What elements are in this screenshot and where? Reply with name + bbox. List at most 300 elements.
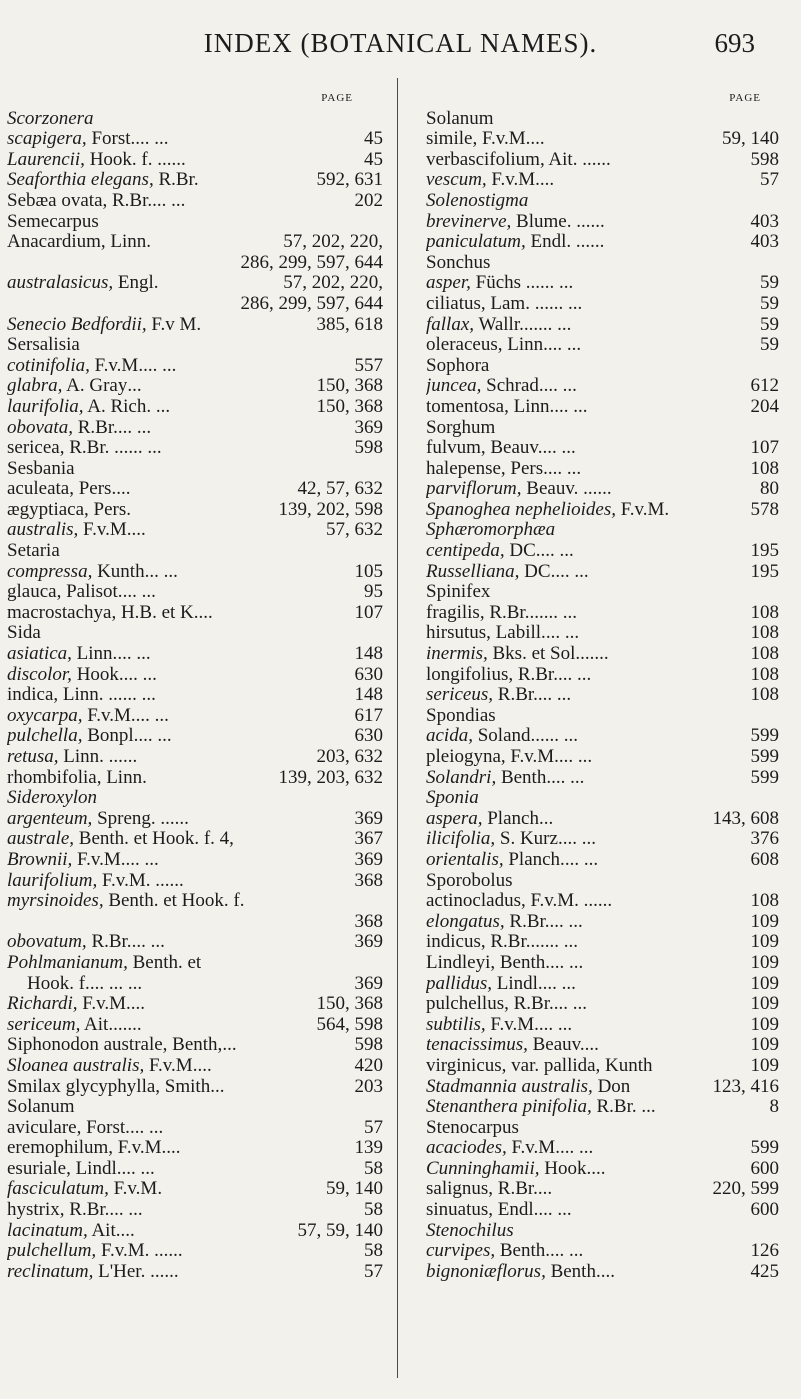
taxon-name: pleiogyna, F.v.M. bbox=[426, 747, 559, 767]
entry-name bbox=[7, 932, 132, 953]
index-entry bbox=[426, 623, 779, 644]
index-entry bbox=[426, 809, 779, 830]
authority: R.Br. bbox=[504, 911, 550, 932]
index-entry bbox=[426, 644, 779, 665]
page-refs: 108 bbox=[750, 890, 779, 912]
page-refs: 369 bbox=[354, 972, 383, 994]
leader-dots bbox=[669, 500, 750, 521]
authority: Benth. et bbox=[127, 952, 202, 973]
page-refs: 600 bbox=[750, 1157, 779, 1179]
leader-dots: ... ... bbox=[538, 1200, 572, 1221]
index-entry bbox=[426, 170, 779, 191]
leader-dots: ... ... bbox=[544, 932, 579, 953]
entry-name bbox=[7, 994, 131, 1015]
entry-name bbox=[426, 932, 545, 953]
entry-name bbox=[7, 582, 123, 603]
page-refs: 557 bbox=[354, 354, 383, 376]
authority: R.Br. bbox=[86, 932, 132, 953]
index-entry bbox=[426, 500, 779, 521]
entry-name bbox=[7, 1015, 127, 1036]
page-refs: 617 bbox=[354, 704, 383, 726]
entry-name bbox=[426, 1262, 601, 1283]
authority: F.v M. bbox=[146, 314, 202, 335]
authority: R.Br. bbox=[72, 417, 118, 438]
index-entry bbox=[7, 1138, 383, 1159]
page-refs: 220, 599 bbox=[712, 1178, 779, 1200]
leader-dots bbox=[159, 273, 284, 294]
page-refs: 403 bbox=[750, 231, 779, 253]
taxon-name: halepense, Pers. bbox=[426, 458, 548, 479]
taxon-name: Spanoghea nephelioides, bbox=[426, 499, 616, 520]
index-entry bbox=[7, 273, 383, 294]
authority: F.v.M. bbox=[77, 994, 131, 1015]
taxon-name: esuriale, Lindl. bbox=[7, 1158, 122, 1179]
page-refs: 109 bbox=[750, 1054, 779, 1076]
entry-name bbox=[426, 1159, 591, 1180]
index-entries-right bbox=[426, 109, 779, 1283]
authority: Hook. f. ... bbox=[84, 149, 172, 170]
leader-dots: ... ... bbox=[553, 994, 587, 1015]
leader-dots: ... bbox=[591, 1158, 606, 1179]
index-entry bbox=[426, 603, 779, 624]
taxon-name: australe, bbox=[7, 829, 75, 850]
leader-dots: ... bbox=[590, 232, 605, 253]
taxon-name: ægyptiaca, Pers. bbox=[7, 499, 132, 520]
leader-dots: ... bbox=[597, 891, 613, 912]
leader-dots: ... ... bbox=[131, 932, 165, 953]
genus-heading: Sorghum bbox=[426, 416, 496, 438]
page-refs: 80 bbox=[760, 478, 779, 500]
leader-dots bbox=[201, 315, 316, 336]
taxon-name: curvipes, bbox=[426, 1241, 496, 1262]
index-entry bbox=[7, 1056, 383, 1077]
page-refs: 59, 140 bbox=[326, 1178, 383, 1200]
taxon-name: tenacissimus, bbox=[426, 1035, 528, 1056]
page-refs: 109 bbox=[750, 1013, 779, 1035]
taxon-name: laurifolium, bbox=[7, 870, 98, 891]
index-entry bbox=[426, 1262, 779, 1283]
page-refs: 109 bbox=[750, 972, 779, 994]
authority: R.Br. bbox=[493, 685, 538, 706]
index-entry bbox=[426, 1200, 779, 1221]
index-entry bbox=[7, 1241, 383, 1262]
page-refs: 598 bbox=[750, 148, 779, 170]
index-entry bbox=[7, 1159, 383, 1180]
page-refs: 369 bbox=[354, 848, 383, 870]
page-refs: 109 bbox=[750, 910, 779, 932]
entry-name bbox=[426, 1015, 539, 1036]
index-column-right bbox=[426, 88, 779, 1282]
taxon-name: verbascifolium, Ait. ... bbox=[426, 149, 597, 170]
index-entry bbox=[7, 1179, 383, 1200]
genus-heading: Spinifex bbox=[426, 581, 491, 603]
entry-name bbox=[7, 1138, 166, 1159]
page-refs: 57, 202, 220, bbox=[283, 272, 383, 294]
taxon-name: actinocladus, F.v.M. ... bbox=[426, 891, 598, 912]
taxon-name: orientalis, bbox=[426, 849, 504, 870]
leader-dots: ... bbox=[127, 1014, 142, 1035]
index-entry bbox=[426, 1159, 779, 1180]
page-refs: 369 bbox=[354, 807, 383, 829]
page-refs: 45 bbox=[364, 148, 383, 170]
authority: Linn. bbox=[71, 644, 118, 665]
page-refs: 150, 368 bbox=[316, 395, 383, 417]
authority: DC. bbox=[504, 541, 541, 562]
taxon-name: elongatus, bbox=[426, 911, 505, 932]
leader-dots: ... ... bbox=[117, 417, 152, 438]
index-entry bbox=[7, 1015, 383, 1036]
page-refs: 598 bbox=[354, 1034, 383, 1056]
entry-name bbox=[426, 479, 597, 500]
entry-name bbox=[426, 644, 594, 665]
taxon-name: vescum, bbox=[426, 170, 487, 191]
entry-name bbox=[7, 520, 132, 541]
page-refs: 59 bbox=[760, 334, 779, 356]
page-refs: 376 bbox=[750, 828, 779, 850]
leader-dots bbox=[170, 397, 316, 418]
taxon-name: longifolius, R.Br. bbox=[426, 664, 558, 685]
page-refs: 109 bbox=[750, 993, 779, 1015]
index-entry bbox=[426, 1035, 779, 1056]
leader-dots: ... ... bbox=[559, 1138, 594, 1159]
page-refs: 108 bbox=[750, 457, 779, 479]
leader-dots: ... ... bbox=[562, 829, 596, 850]
entry-name bbox=[7, 665, 124, 686]
index-entry bbox=[7, 232, 383, 253]
leader-dots: ... ... bbox=[550, 1241, 584, 1262]
leader-dots: ... bbox=[198, 602, 213, 623]
leader-dots bbox=[244, 891, 383, 912]
taxon-name: subtilis, bbox=[426, 1014, 486, 1035]
authority: DC. bbox=[519, 561, 556, 582]
index-entry bbox=[7, 953, 383, 974]
index-entry bbox=[426, 994, 779, 1015]
authority: Benth. et Hook. f. bbox=[103, 891, 245, 912]
entry-name bbox=[426, 1056, 653, 1077]
taxon-name: australasicus, bbox=[7, 273, 114, 294]
entry-name bbox=[426, 315, 538, 336]
index-entry bbox=[426, 459, 779, 480]
entry-name bbox=[426, 809, 539, 830]
index-entry bbox=[7, 418, 383, 439]
genus-heading: Solanum bbox=[426, 107, 494, 129]
taxon-name: sericeus, bbox=[426, 685, 494, 706]
index-entry bbox=[7, 150, 383, 171]
taxon-name: simile, F.v.M. bbox=[426, 129, 531, 150]
leader-dots: ... bbox=[197, 1055, 212, 1076]
genus-heading: Spondias bbox=[426, 704, 496, 726]
running-title: INDEX (BOTANICAL NAMES). bbox=[203, 28, 598, 58]
taxon-name: juncea, bbox=[426, 376, 482, 397]
leader-dots: ... ... bbox=[547, 458, 582, 479]
page-refs: 109 bbox=[750, 931, 779, 953]
page-refs: 57, 632 bbox=[326, 519, 383, 541]
leader-dots: ... ... bbox=[129, 1117, 164, 1138]
genus-heading: Semecarpus bbox=[7, 210, 99, 232]
taxon-name: centipeda, bbox=[426, 541, 505, 562]
page-refs: 578 bbox=[750, 498, 779, 520]
page-refs: 109 bbox=[750, 1034, 779, 1056]
taxon-name: obovatum, bbox=[7, 932, 87, 953]
leader-dots: ... ... bbox=[542, 973, 576, 994]
authority: Kunth bbox=[92, 561, 145, 582]
entry-name bbox=[426, 665, 558, 686]
taxon-name: pulchella, bbox=[7, 726, 83, 747]
genus-heading: Sida bbox=[7, 622, 41, 644]
entry-name bbox=[7, 397, 170, 418]
genus-heading: Stenochilus bbox=[426, 1219, 514, 1241]
page-refs: 385, 618 bbox=[316, 313, 383, 335]
entry-name bbox=[426, 953, 550, 974]
page-refs: 203, 632 bbox=[316, 746, 383, 767]
index-entry bbox=[7, 871, 383, 892]
entry-name bbox=[7, 191, 152, 212]
index-entry bbox=[426, 273, 779, 294]
page-refs: 148 bbox=[354, 684, 383, 706]
entry-name bbox=[7, 871, 169, 892]
page-refs: 403 bbox=[750, 210, 779, 232]
authority: F.v.M. bbox=[72, 849, 126, 870]
entry-name bbox=[7, 479, 116, 500]
leader-dots: ... ... bbox=[143, 355, 177, 376]
taxon-name: aculeata, Pers. bbox=[7, 479, 117, 500]
leader-dots bbox=[147, 768, 279, 789]
authority: S. Kurz. bbox=[495, 829, 563, 850]
page-refs: 369 bbox=[354, 931, 383, 953]
taxon-name: pallidus, bbox=[426, 973, 492, 994]
genus-heading: Stenocarpus bbox=[426, 1116, 519, 1138]
genus-heading: Sphæromorphæa bbox=[426, 519, 556, 541]
entry-name bbox=[426, 1077, 630, 1098]
taxon-name: Laurencii, bbox=[7, 149, 85, 170]
column-divider bbox=[397, 78, 398, 1378]
taxon-name: myrsinoides, bbox=[7, 891, 104, 912]
index-entry bbox=[426, 479, 779, 500]
taxon-name: pulchellus, R.Br. bbox=[426, 994, 554, 1015]
authority: F.v.M. bbox=[108, 1179, 163, 1200]
entry-name bbox=[7, 644, 117, 665]
entry-name bbox=[7, 891, 244, 912]
leader-dots bbox=[162, 1179, 326, 1200]
authority: Schrad. bbox=[481, 376, 544, 397]
entry-name bbox=[426, 891, 598, 912]
entry-name bbox=[426, 747, 559, 768]
taxon-name: oxycarpa, bbox=[7, 705, 83, 726]
page-refs: 108 bbox=[750, 643, 779, 665]
leader-dots: ... ... bbox=[554, 396, 588, 417]
entry-name bbox=[7, 1241, 168, 1262]
taxon-name: fallax, bbox=[426, 314, 475, 335]
taxon-name: laurifolia, bbox=[7, 396, 84, 417]
page-refs: 148 bbox=[354, 643, 383, 665]
entry-name bbox=[7, 1262, 164, 1283]
taxon-name: acida, bbox=[426, 726, 473, 747]
genus-heading: Setaria bbox=[7, 540, 60, 562]
page-refs: 195 bbox=[750, 540, 779, 562]
leader-dots: ... bbox=[171, 149, 186, 170]
index-column-left bbox=[7, 88, 383, 1282]
entry-name bbox=[7, 356, 143, 377]
index-entry bbox=[426, 932, 779, 953]
index-entry bbox=[426, 665, 779, 686]
entry-name bbox=[426, 150, 596, 171]
entry-name bbox=[7, 1056, 197, 1077]
taxon-name: sericea, R.Br. ... bbox=[7, 438, 129, 459]
taxon-name: Anacardium, Linn. bbox=[7, 232, 152, 253]
page-column-label: PAGE bbox=[729, 92, 761, 104]
taxon-name: Seaforthia elegans, bbox=[7, 170, 154, 191]
index-entry bbox=[7, 644, 383, 665]
index-entry bbox=[7, 809, 383, 830]
taxon-name: lacinatum, bbox=[7, 1220, 88, 1241]
leader-dots: ... ... bbox=[109, 1200, 143, 1221]
index-entry bbox=[426, 829, 779, 850]
page-refs: 203 bbox=[354, 1075, 383, 1097]
authority: Endl. ... bbox=[525, 232, 591, 253]
entry-name bbox=[426, 438, 542, 459]
leader-dots: ... bbox=[116, 479, 131, 500]
page-refs: 123, 416 bbox=[712, 1075, 779, 1097]
taxon-name: asper, bbox=[426, 273, 471, 294]
index-entry bbox=[7, 974, 383, 995]
authority: Planch bbox=[482, 808, 539, 829]
index-entry bbox=[7, 1118, 383, 1139]
authority: Bks. et Sol.... bbox=[487, 644, 595, 665]
page-number: 693 bbox=[714, 28, 755, 58]
taxon-name: acaciodes, bbox=[426, 1138, 507, 1159]
entry-name bbox=[7, 829, 234, 850]
index-entry bbox=[426, 685, 779, 706]
entry-name bbox=[426, 768, 551, 789]
authority: F.v.M. bbox=[506, 1138, 560, 1159]
index-entry bbox=[7, 747, 383, 768]
leader-dots: ... ... bbox=[547, 335, 582, 356]
taxon-name: paniculatum, bbox=[426, 232, 526, 253]
entry-name bbox=[7, 747, 123, 768]
page-refs: 108 bbox=[750, 601, 779, 623]
leader-dots: ... ... bbox=[540, 273, 574, 294]
index-entry bbox=[426, 1097, 779, 1118]
entry-name bbox=[7, 500, 131, 521]
taxon-name: inermis, bbox=[426, 644, 488, 665]
entry-name bbox=[426, 170, 540, 191]
page-refs: 367 bbox=[354, 828, 383, 850]
entry-name bbox=[426, 1200, 538, 1221]
index-entry bbox=[7, 665, 383, 686]
leader-dots: ... ... bbox=[135, 129, 169, 150]
authority: Hook. bbox=[539, 1158, 592, 1179]
page-refs-continued: 368 bbox=[354, 910, 383, 932]
taxon-name: brevinerve, bbox=[426, 211, 512, 232]
leader-dots bbox=[151, 232, 283, 253]
page-refs: 126 bbox=[750, 1240, 779, 1262]
leader-dots: ... bbox=[131, 520, 146, 541]
leader-dots: ... ... bbox=[121, 1158, 155, 1179]
entry-name bbox=[426, 459, 548, 480]
taxon-name: aviculare, Forst. bbox=[7, 1117, 130, 1138]
leader-dots: ... ... bbox=[549, 911, 583, 932]
entry-name bbox=[7, 1179, 162, 1200]
page-refs: 425 bbox=[750, 1260, 779, 1282]
leader-dots: ... bbox=[539, 170, 555, 191]
taxon-name: australis, bbox=[7, 520, 79, 541]
page-refs: 57, 59, 140 bbox=[297, 1219, 383, 1241]
entry-name bbox=[7, 418, 118, 439]
entry-name bbox=[426, 1138, 560, 1159]
page-refs: 564, 598 bbox=[316, 1013, 383, 1035]
taxon-name: eremophilum, F.v.M. bbox=[7, 1138, 167, 1159]
entry-name bbox=[426, 232, 590, 253]
leader-dots: ... ... bbox=[555, 561, 589, 582]
taxon-name: pulchellum, bbox=[7, 1241, 97, 1262]
index-entry bbox=[426, 912, 779, 933]
entry-name bbox=[426, 562, 555, 583]
page-refs: 108 bbox=[750, 663, 779, 685]
taxon-name: rhombifolia, Linn. bbox=[7, 767, 147, 788]
entry-name bbox=[426, 1097, 656, 1118]
entry-name bbox=[7, 1221, 120, 1242]
authority: Benth. bbox=[495, 1241, 551, 1262]
taxon-name: scapigera, bbox=[7, 129, 87, 150]
entry-name bbox=[7, 1035, 222, 1056]
index-entry bbox=[426, 1077, 779, 1098]
entry-name bbox=[7, 685, 123, 706]
leader-dots: ... bbox=[174, 808, 189, 829]
page-refs: 57 bbox=[364, 1260, 383, 1282]
leader-dots: ... ... bbox=[557, 664, 592, 685]
index-entry bbox=[426, 891, 779, 912]
index-entry bbox=[426, 974, 779, 995]
entry-name bbox=[426, 273, 540, 294]
entry-name bbox=[7, 706, 136, 727]
authority: Ait. bbox=[87, 1220, 121, 1241]
authority: Lindl. bbox=[491, 973, 543, 994]
entry-name bbox=[7, 232, 151, 253]
taxon-name: Cunninghamii, bbox=[426, 1158, 540, 1179]
taxon-name: Russelliana, bbox=[426, 561, 520, 582]
running-header bbox=[0, 26, 801, 66]
leader-dots: ... bbox=[222, 1035, 237, 1056]
leader-dots: ... ... bbox=[122, 582, 156, 603]
leader-dots: ... ... bbox=[144, 561, 178, 582]
page-refs: 108 bbox=[750, 684, 779, 706]
entry-name bbox=[426, 1179, 538, 1200]
index-entry bbox=[7, 1262, 383, 1283]
index-entry bbox=[426, 438, 779, 459]
page-refs: 612 bbox=[750, 375, 779, 397]
index-entry bbox=[426, 335, 779, 356]
entry-name bbox=[426, 912, 550, 933]
leader-dots: ... ... bbox=[538, 314, 572, 335]
authority: Soland... bbox=[472, 726, 545, 747]
entry-name bbox=[27, 974, 90, 995]
page-refs: 107 bbox=[750, 437, 779, 459]
entry-name bbox=[7, 850, 126, 871]
leader-dots: ... ... bbox=[152, 190, 186, 211]
index-entry bbox=[7, 438, 383, 459]
page-refs: 599 bbox=[750, 1137, 779, 1159]
leader-dots: ... bbox=[120, 1220, 135, 1241]
leader-dots: ... bbox=[537, 1179, 553, 1200]
index-entry bbox=[7, 603, 383, 624]
authority: Bonpl. bbox=[82, 726, 139, 747]
taxon-name: ciliatus, Lam. ... bbox=[426, 293, 549, 314]
authority: Linn. ... bbox=[58, 747, 123, 767]
taxon-name: glabra, bbox=[7, 376, 63, 397]
taxon-name: Richardi, bbox=[7, 994, 78, 1015]
taxon-name: discolor, bbox=[7, 664, 72, 685]
entry-name bbox=[426, 1035, 585, 1056]
